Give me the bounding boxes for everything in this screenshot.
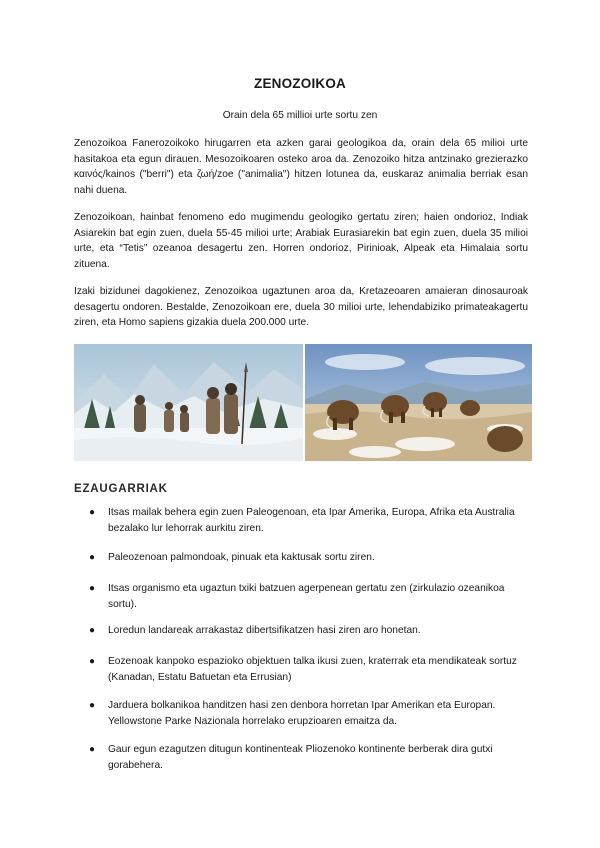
list-item-text: Paleozenoan palmondoak, pinuak eta kaktusak sortu ziren.: [108, 552, 375, 563]
list-item-text: Jarduera bolkanikoa handitzen hasi zen denbora horretan Ipar Amerikan eta Europan. Yellowstone Parke Nazionala horrelako erupzioaren emaitza da.: [108, 700, 496, 727]
list-item-text: Loredun landareak arrakastaz dibertsifikatzen hasi ziren aro honetan.: [108, 625, 421, 636]
bullet-icon: ●: [89, 625, 96, 636]
bullet-icon: ●: [89, 700, 96, 711]
page-title: ZENOZOIKOA: [254, 76, 346, 91]
bullet-icon: ●: [89, 552, 96, 563]
list-item-text: Itsas organismo eta ugaztun txiki batzuen agerpenean gertatu zen (zirkulazio ozeanikoa sortu).: [108, 583, 505, 610]
list-item-text: Itsas mailak behera egin zuen Paleogenoan, eta Ipar Amerika, Europa, Afrika eta Australia bezalako lur lehorrak aurkitu ziren.: [108, 507, 515, 534]
list-item-text: Gaur egun ezagutzen ditugun kontinenteak Pliozenoko kontinente berberak dira gutxi gorabehera.: [108, 744, 493, 771]
woolly-mammoths-image: [305, 344, 532, 461]
bullet-icon: ●: [89, 583, 96, 594]
bullet-icon: ●: [89, 744, 96, 755]
page-subtitle: Orain dela 65 millioi urte sortu zen: [222, 110, 378, 121]
bullet-icon: ●: [89, 656, 96, 667]
section-heading-features: EZAUGARRIAK: [74, 483, 168, 495]
paragraph-geology: Zenozoikoan, hainbat fenomeno edo mugimendu geologiko gertatu ziren; haien ondorioz, Indiak Asiarekin bat egin zuen, duela 55-45 milioi urte; Arabiak Eurasiarekin bat egin zuen, duela 35 milioi urte, eta “Tetis” ozeanoa desagertu zen. Horren ondorioz, Pirinioak, Alpeak eta Himalaia sortu zituena.: [74, 212, 528, 270]
paragraph-life: Izaki bizidunei dagokienez, Zenozoikoa ugaztunen aroa da, Kretazeoaren amaieran dinosauroak desagertu ondoren. Bestalde, Zenozoikoan ere, duela 30 milioi urte, lehendabiziko primateakagertu ziren, eta Homo sapiens gizakia duela 200.000 urte.: [74, 286, 528, 328]
bullet-icon: ●: [89, 507, 96, 518]
list-item-text: Eozenoak kanpoko espazioko objektuen talka ikusi zuen, kraterrak eta mendikateak sortuz (Kanadan, Estatu Batuetan eta Errusian): [108, 656, 517, 683]
paragraph-intro: Zenozoikoa Fanerozoikoko hirugarren eta azken garai geologikoa da, orain dela 65 milioi urte hasitakoa eta egun dirauen. Mesozoikoaren osteko aroa da. Zenozoiko hitza antzinako grezierazko καινός/kainos ("berri") eta ζωή/zoe ("animalia") hitzen lotunea da, euskaraz animalia berriak esan nahi duena.: [74, 138, 528, 196]
hunters-in-snow-image: [74, 344, 303, 461]
